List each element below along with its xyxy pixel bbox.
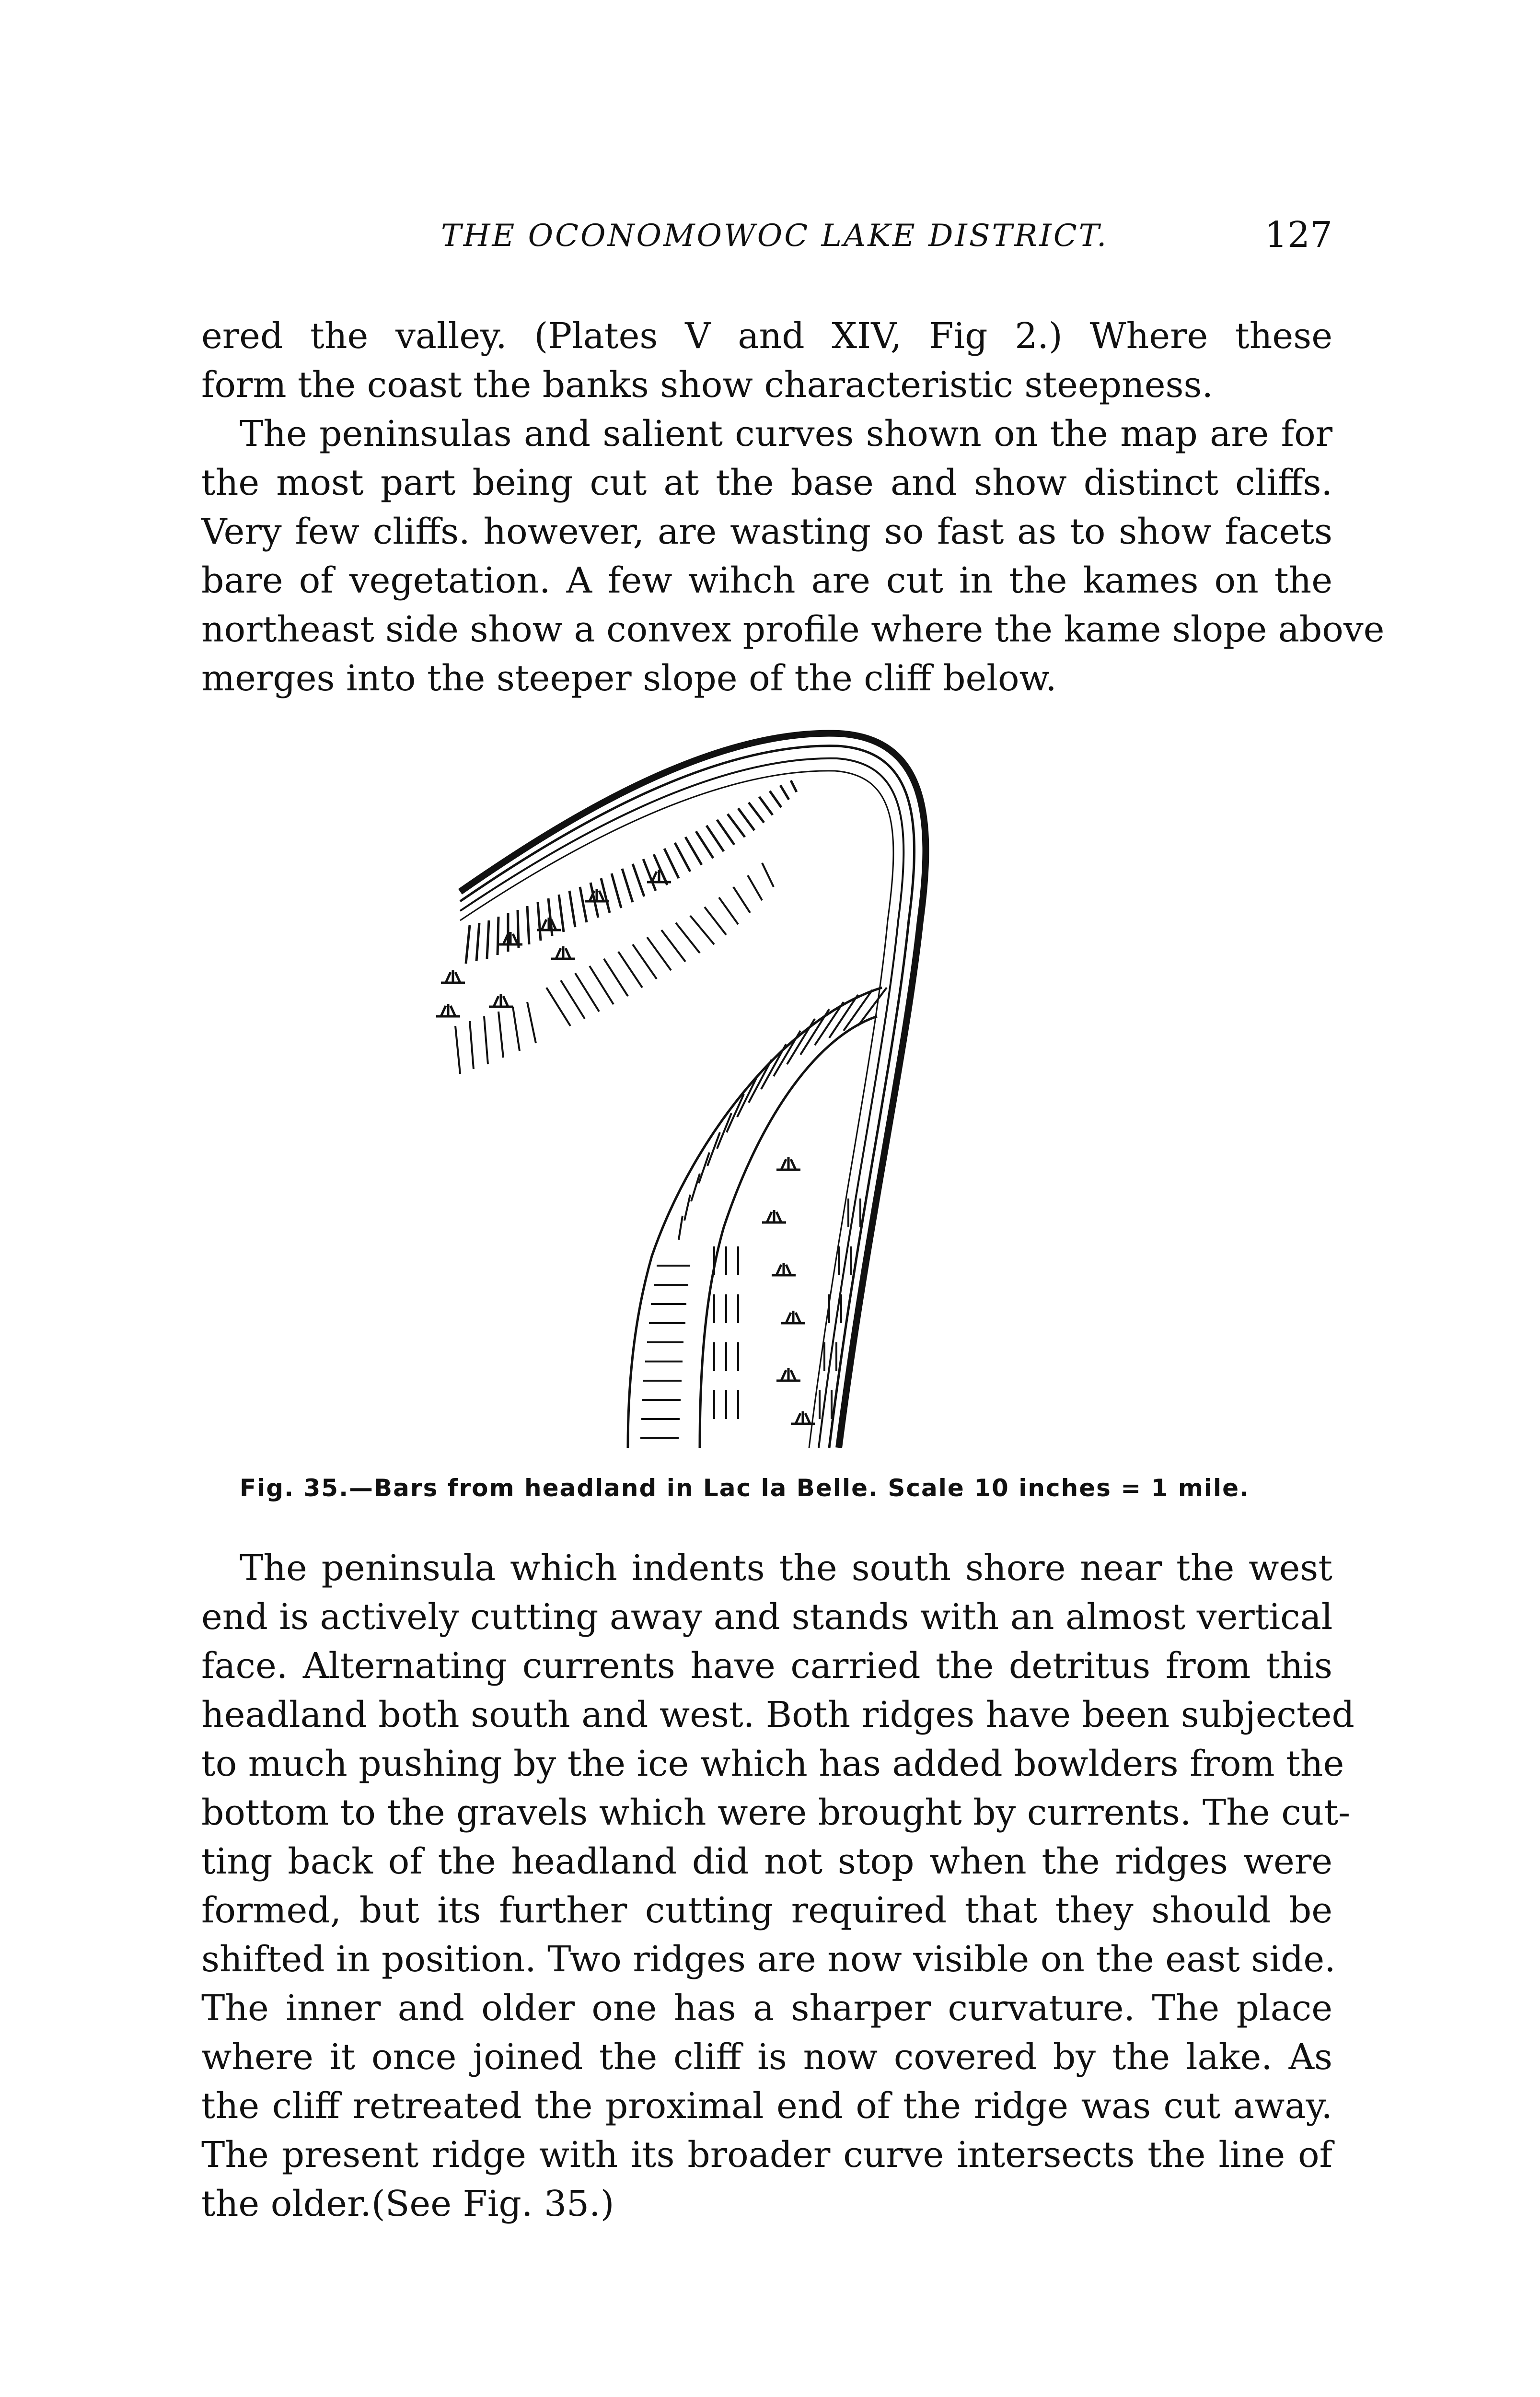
running-title: THE OCONOMOWOC LAKE DISTRICT. — [441, 218, 1109, 254]
text-line: The peninsulas and salient curves shown on the map are for — [240, 413, 1332, 454]
text-line: the older.(See Fig. 35.) — [201, 2183, 614, 2224]
text-line: bare of vegetation. A few wihch are cut in the kames on the — [201, 560, 1332, 601]
text-line: headland both south and west. Both ridges have been subjected — [201, 1694, 1355, 1735]
text-line: Very few cliffs. however, are wasting so fast as to show facets — [201, 511, 1332, 552]
upper-bar-hachures — [466, 780, 797, 964]
text-line: northeast side show a convex profile where the kame slope above — [201, 609, 1385, 650]
text-line: the cliff retreated the proximal end of the ridge was cut away. — [201, 2085, 1332, 2127]
marsh-symbols-lower — [762, 1157, 815, 1424]
paragraph-3 — [201, 1544, 1355, 2228]
text-line: to much pushing by the ice which has added bowlders from the — [201, 1743, 1344, 1784]
text-line: The peninsula which indents the south shore near the west — [240, 1548, 1332, 1589]
marsh-symbols-upper — [436, 870, 671, 1016]
text-line: shifted in position. Two ridges are now visible on the east side. — [201, 1939, 1336, 1980]
text-line: face. Alternating currents have carried the detritus from this — [201, 1645, 1332, 1687]
text-line: the most part being cut at the base and show distinct cliffs. — [201, 462, 1332, 503]
paragraph-1 — [201, 312, 1332, 409]
text-line: end is actively cutting away and stands with an almost vertical — [201, 1596, 1333, 1638]
page-header — [201, 214, 1332, 271]
text-line: where it once joined the cliff is now covered by the lake. As — [201, 2036, 1332, 2078]
figure-caption: Fig. 35.—Bars from headland in Lac la Belle. Scale 10 inches = 1 mile. — [240, 1474, 1250, 1502]
shoreline-outer — [460, 733, 926, 1448]
text-line: The present ridge with its broader curve intersects the line of — [201, 2134, 1332, 2176]
text-line: bottom to the gravels which were brought by currents. The cut- — [201, 1792, 1351, 1833]
shoreline-middle — [460, 746, 914, 1448]
text-line: formed, but its further cutting required that they should be — [201, 1890, 1332, 1931]
present-ridge — [628, 988, 882, 1448]
text-line: ting back of the headland did not stop when the ridges were — [201, 1841, 1332, 1882]
paragraph-2 — [201, 409, 1385, 703]
page-number: 127 — [1264, 214, 1332, 256]
text-line: The inner and older one has a sharper curvature. The place — [201, 1988, 1332, 2029]
text-line: form the coast the banks show characteristic steepness. — [201, 364, 1213, 406]
text-line: ered the valley. (Plates V and XIV, Fig 2.) Where these — [201, 315, 1332, 357]
figure-35-bars-diagram — [427, 719, 1064, 1467]
headland-bars-illustration — [427, 719, 1064, 1467]
text-line: merges into the steeper slope of the cliff below. — [201, 658, 1057, 699]
upper-bar-slope-hachures — [455, 863, 774, 1074]
